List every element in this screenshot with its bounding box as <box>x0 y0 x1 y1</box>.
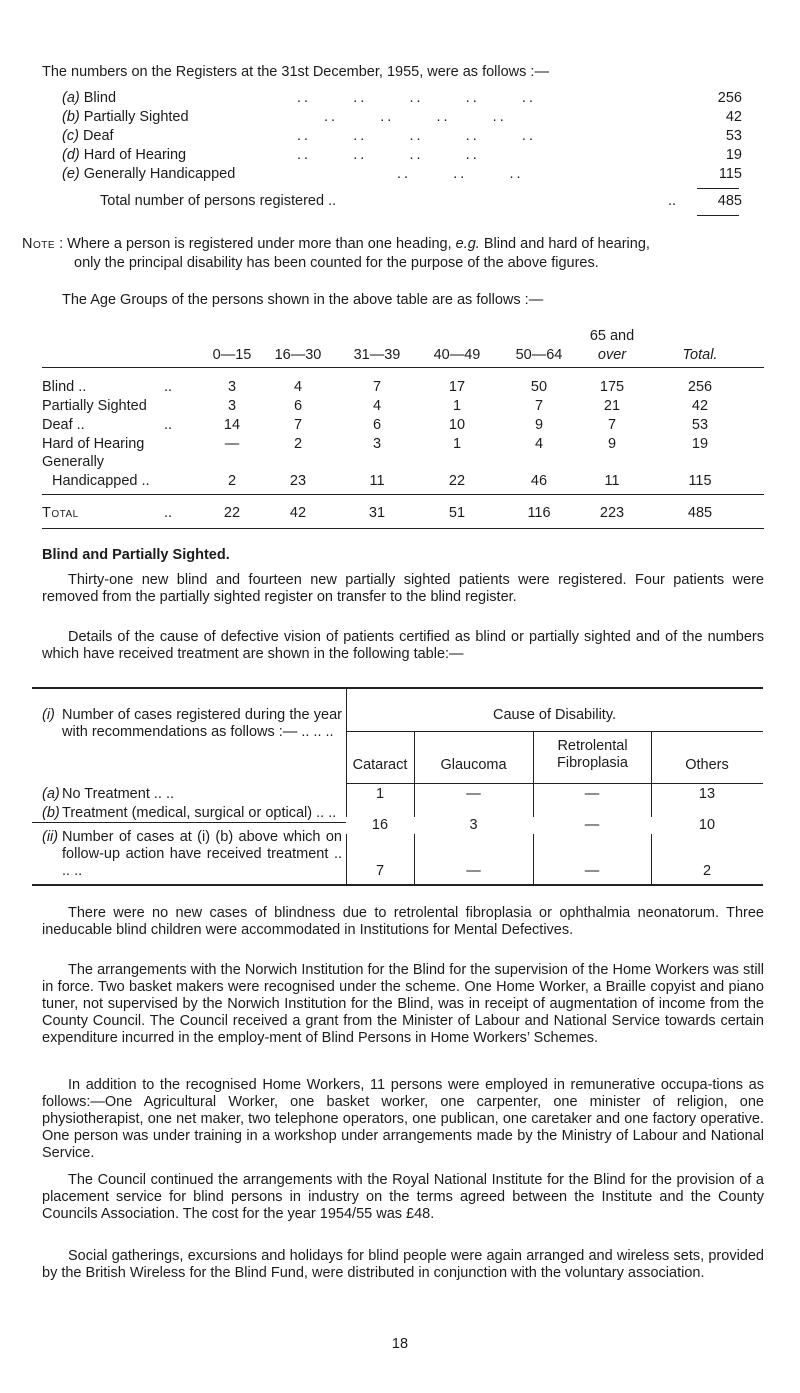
cause-divider-1 <box>414 731 415 884</box>
age-header-16-30: 16—30 <box>274 347 322 363</box>
register-label: Blind <box>83 90 117 106</box>
note-label: Note <box>22 236 56 252</box>
row-ii-key: (ii) <box>42 829 59 845</box>
paragraph-6: The Council continued the arrangements with the Royal National Institute for the Blind for the provision of a placement service for blind persons in industry on the terms agreed between the Institute and the County Councils Association. The cost for the year 1954/55 was £48. <box>42 1172 764 1222</box>
age-header-over: over <box>597 347 627 363</box>
register-value: 19 <box>725 147 742 163</box>
cause-subheader-rule <box>346 731 763 732</box>
register-total-value: 485 <box>717 193 742 209</box>
col-glaucoma: Glaucoma <box>440 757 507 773</box>
register-label: Deaf <box>82 128 114 144</box>
register-key: (a) <box>62 90 80 106</box>
paragraph-7: Social gatherings, excursions and holidays for blind people were again arranged and wireless sets, provided by the British Wireless for the Blind Fund, were distributed in conjunction with the voluntary association. <box>42 1248 764 1281</box>
register-intro: The numbers on the Registers at the 31st December, 1955, were as follows :— <box>42 64 549 80</box>
paragraph-2: Details of the cause of defective vision of patients certified as blind or partially sighted and of the numbers which have received treatment are shown in the following table:— <box>42 629 764 662</box>
col-retrolental: Retrolental Fibroplasia <box>557 738 628 771</box>
register-row-blind: (a) Blind .. .. .. .. .. 256 <box>62 90 742 106</box>
register-label: Generally Handicapped <box>83 166 236 182</box>
age-header-total: Total. <box>682 347 718 363</box>
cause-table-top-rule <box>32 687 763 689</box>
cause-header-rule <box>346 783 763 784</box>
age-row-label-generally: Generally <box>42 454 105 470</box>
age-header-50-64: 50—64 <box>515 347 563 363</box>
register-key: (e) <box>62 166 80 182</box>
col-others: Others <box>685 757 729 773</box>
age-header-40-49: 40—49 <box>433 347 481 363</box>
paragraph-1: Thirty-one new blind and fourteen new partially sighted patients were registered. Four patients were removed from the partially sighted register on transfer to the blind register. <box>42 572 764 605</box>
register-value: 53 <box>725 128 742 144</box>
note-text-3: only the principal disability has been counted for the purpose of the above figures. <box>74 255 599 271</box>
section-heading: Blind and Partially Sighted. <box>42 547 230 563</box>
paragraph-5: In addition to the recognised Home Workers, 11 persons were employed in remunerative occupa-tions as follows:—One Agricultural Worker, one basket worker, one carpenter, one minister of religion, one physiotherapist, one net maker, two telephone operators, one publican, one caretaker and one factory operative. One person was under training in a workshop under arrangements made by the Ministry of Labour and National Service. <box>42 1077 764 1161</box>
register-label: Hard of Hearing <box>83 147 187 163</box>
total-rule-top <box>697 188 739 189</box>
note-text-2: Blind and hard of hearing, <box>483 236 650 252</box>
age-row-label-hard-of-hearing: Hard of Hearing <box>42 436 145 452</box>
age-table-bottom-rule <box>42 528 764 529</box>
register-value: 115 <box>718 166 742 182</box>
register-row-generally-handicapped: (e) Generally Handicapped .. .. .. 115 <box>62 166 742 182</box>
age-row-label-deaf: Deaf .. .. <box>42 417 173 433</box>
register-total-row <box>62 193 742 210</box>
register-total-dots: .. <box>668 193 677 209</box>
age-table-top-rule <box>42 367 764 368</box>
paragraph-4: The arrangements with the Norwich Institution for the Blind for the supervision of the Home Workers was still in force. Two basket makers were recognised under the scheme. One Home Worker, a Braille copyist and piano tuner, not supervised by the Norwich Institution for the Blind, was in receipt of augmentation of income from the County Council. The Council received a grant from the Minister of Labour and National Service towards certain expenditure incurred in the employ-ment of Blind Persons in Home Workers’ Schemes. <box>42 962 764 1046</box>
cause-table-bottom-rule <box>32 884 763 886</box>
age-header-31-39: 31—39 <box>353 347 401 363</box>
register-row-hard-of-hearing: (d) Hard of Hearing .. .. .. .. 19 <box>62 147 742 163</box>
register-value: 42 <box>725 109 742 125</box>
note-eg: e.g. <box>455 236 480 252</box>
row-i-label: Number of cases registered during the year with recommendations as follows :— .. .. .. <box>62 707 342 740</box>
register-label: Partially Sighted <box>83 109 189 125</box>
page-number: 18 <box>391 1336 409 1352</box>
row-a-label: No Treatment .. .. <box>62 786 175 802</box>
note-text-1: : Where a person is registered under more than one heading, <box>59 236 452 252</box>
register-value: 256 <box>717 90 742 106</box>
register-key: (d) <box>62 147 80 163</box>
age-header-0-15: 0—15 <box>212 347 252 363</box>
age-header-65: 65 and <box>589 328 635 344</box>
row-b-key: (b) <box>42 805 60 821</box>
total-rule-bottom <box>697 215 739 216</box>
cause-divider-3 <box>651 731 652 884</box>
row-a-key: (a) <box>42 786 60 802</box>
register-key: (c) <box>62 128 79 144</box>
age-intro: The Age Groups of the persons shown in the above table are as follows :— <box>62 292 544 308</box>
register-row-partially-sighted: (b) Partially Sighted .. .. .. .. 42 <box>62 109 742 125</box>
age-row-label-blind: Blind .. .. <box>42 379 173 395</box>
col-cataract: Cataract <box>352 757 408 773</box>
row-b-label: Treatment (medical, surgical or optical) .. .. <box>62 805 337 821</box>
register-total-label: Total number of persons registered .. <box>100 193 337 209</box>
register-row-deaf: (c) Deaf .. .. .. .. .. 53 <box>62 128 742 144</box>
age-row-label-partially-sighted: Partially Sighted <box>42 398 147 414</box>
row-i-key: (i) <box>42 707 55 723</box>
age-row-label-handicapped: Handicapped .. <box>52 473 150 489</box>
register-key: (b) <box>62 109 80 125</box>
age-table-total-rule <box>42 494 764 495</box>
age-total-label: Total <box>42 505 79 521</box>
paragraph-3: There were no new cases of blindness due to retrolental fibroplasia or ophthalmia neonatorum. Three ineducable blind children were accommodated in Institutions for Mental Defectives. <box>42 905 764 938</box>
cause-divider-2 <box>533 731 534 884</box>
cause-header: Cause of Disability. <box>492 707 617 723</box>
row-ii-label: Number of cases at (i) (b) above which on follow-up action have received treatment .. .. .. <box>62 829 342 879</box>
